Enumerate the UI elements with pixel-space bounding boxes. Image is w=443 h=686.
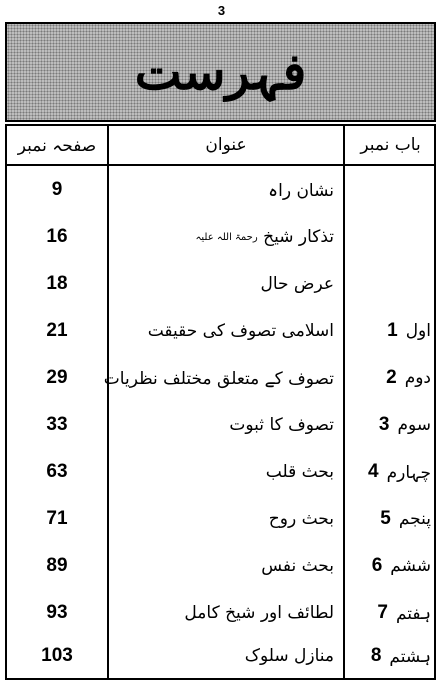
contents-table bbox=[5, 124, 436, 680]
row-title bbox=[119, 544, 334, 588]
table-row bbox=[7, 356, 434, 400]
row-title bbox=[119, 497, 334, 541]
table-header bbox=[7, 126, 434, 166]
row-title bbox=[119, 634, 334, 678]
row-chapter bbox=[345, 215, 431, 259]
table-row bbox=[7, 450, 434, 494]
row-title-honorific: رحمۃ اللہ علیہ bbox=[195, 231, 258, 243]
table-row bbox=[7, 403, 434, 447]
row-title-text: اسلامی تصوف کی حقیقت bbox=[147, 321, 334, 341]
row-title-text: منازل سلوک bbox=[244, 646, 334, 666]
row-page: 18 bbox=[46, 273, 68, 294]
row-title-text: بحث نفس bbox=[261, 556, 334, 576]
table-row bbox=[7, 591, 434, 635]
row-title bbox=[119, 450, 334, 494]
row-chapter bbox=[345, 309, 431, 353]
chapter-number: 8 bbox=[370, 645, 382, 666]
table-row bbox=[7, 168, 434, 212]
row-page: 71 bbox=[46, 508, 68, 529]
table-row bbox=[7, 634, 434, 678]
row-chapter bbox=[345, 634, 431, 678]
row-page: 33 bbox=[46, 414, 68, 435]
row-title-text: بحث روح bbox=[268, 509, 334, 529]
chapter-ordinal: ہشتم bbox=[389, 646, 431, 667]
chapter-number: 6 bbox=[371, 555, 383, 576]
row-chapter bbox=[345, 591, 431, 635]
chapter-ordinal: ششم bbox=[390, 556, 431, 576]
table-row bbox=[7, 544, 434, 588]
row-chapter bbox=[345, 450, 431, 494]
chapter-ordinal: اول bbox=[405, 321, 431, 341]
chapter-number: 7 bbox=[377, 602, 388, 623]
banner-title: فہرست bbox=[134, 42, 307, 101]
row-chapter bbox=[345, 168, 431, 212]
row-title bbox=[119, 591, 334, 635]
table-row bbox=[7, 497, 434, 541]
chapter-ordinal: ہفتم bbox=[395, 603, 431, 624]
chapter-ordinal: دوم bbox=[404, 368, 431, 388]
row-chapter bbox=[345, 544, 431, 588]
table-row bbox=[7, 309, 434, 353]
header-page-number: صفحہ نمبر bbox=[17, 135, 97, 156]
table-row bbox=[7, 215, 434, 259]
page-number: 3 bbox=[217, 3, 226, 18]
row-chapter bbox=[345, 497, 431, 541]
row-title-text: تصوف کا ثبوت bbox=[229, 415, 334, 435]
row-title-text: لطائف اور شیخ کامل bbox=[184, 603, 334, 623]
table-row bbox=[7, 262, 434, 306]
row-page: 29 bbox=[46, 367, 68, 388]
chapter-ordinal: چہارم bbox=[386, 462, 431, 483]
chapter-number: 2 bbox=[386, 367, 397, 388]
row-title-text: تصوف کے متعلق مختلف نظریات bbox=[103, 368, 334, 389]
row-title bbox=[119, 403, 334, 447]
row-title-text: عرض حال bbox=[260, 274, 334, 294]
title-banner bbox=[5, 22, 436, 122]
row-page: 93 bbox=[46, 602, 68, 623]
row-title-text: نشان راہ bbox=[268, 180, 334, 201]
chapter-number: 1 bbox=[387, 320, 398, 341]
chapter-number: 5 bbox=[380, 508, 391, 529]
header-chapter-number: باب نمبر bbox=[360, 135, 421, 155]
row-title bbox=[103, 356, 334, 400]
row-chapter bbox=[345, 262, 431, 306]
chapter-number: 3 bbox=[378, 414, 390, 435]
row-title bbox=[119, 168, 334, 212]
row-title-text: تذکار شیخ bbox=[263, 227, 334, 247]
row-page: 21 bbox=[46, 320, 68, 341]
row-chapter bbox=[345, 403, 431, 447]
row-page: 16 bbox=[46, 226, 68, 247]
chapter-ordinal: سوم bbox=[397, 415, 431, 435]
row-chapter bbox=[345, 356, 431, 400]
row-page: 9 bbox=[51, 179, 63, 200]
row-title bbox=[119, 215, 334, 259]
row-page: 89 bbox=[46, 555, 68, 576]
row-page: 103 bbox=[41, 645, 73, 666]
row-title-text: بحث قلب bbox=[265, 462, 334, 482]
row-title bbox=[119, 309, 334, 353]
header-title: عنوان bbox=[205, 135, 247, 155]
chapter-ordinal: پنجم bbox=[398, 509, 431, 529]
row-page: 63 bbox=[46, 461, 68, 482]
row-title bbox=[119, 262, 334, 306]
chapter-number: 4 bbox=[368, 461, 379, 482]
